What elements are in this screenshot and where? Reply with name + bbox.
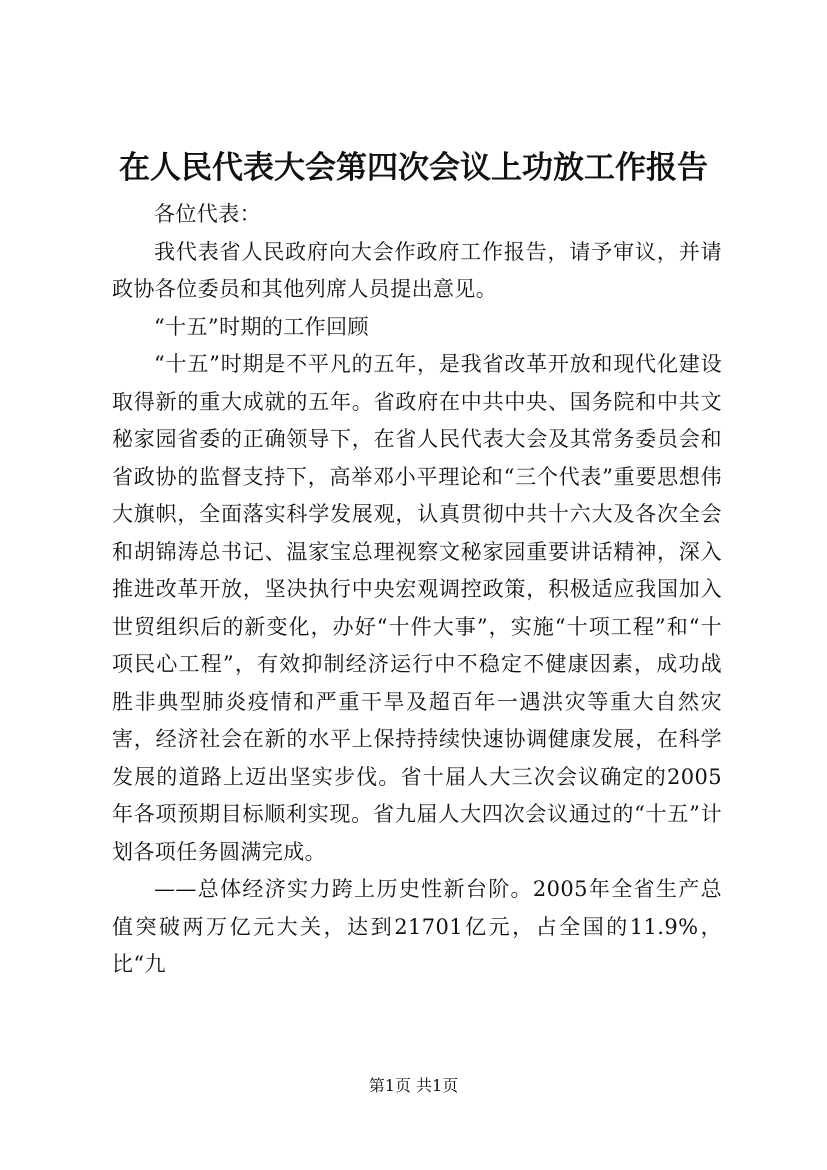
intro-paragraph: 我代表省人民政府向大会作政府工作报告，请予审议，并请政协各位委员和其他列席人员提出意见。: [112, 239, 722, 301]
review-paragraph: “十五”时期是不平凡的五年，是我省改革开放和现代化建设取得新的重大成就的五年。省政府在中共中央、国务院和中共文秘家园省委的正确领导下，在省人民代表大会及其常务委员会和省政协的监督支持下，高举邓小平理论和“三个代表”重要思想伟大旗帜，全面落实科学发展观，认真贯彻中共十六大及各次全会和胡锦涛总书记、温家宝总理视察文秘家园重要讲话精神，深入推进改革开放，坚决执行中央宏观调控政策，积极适应我国加入世贸组织后的新变化，办好“十件大事”，实施“十项工程”和“十项民心工程”，有效抑制经济运行中不稳定不健康因素，成功战胜非典型肺炎疫情和严重干旱及超百年一遇洪灾等重大自然灾害，经济社会在新的水平上保持持续快速协调健康发展，在科学发展的道路上迈出坚实步伐。省十届人大三次会议确定的2005年各项预期目标顺利实现。省九届人大四次会议通过的“十五”计划各项任务圆满完成。: [112, 352, 722, 864]
section-heading: “十五”时期的工作回顾: [154, 314, 369, 339]
economy-paragraph: ——总体经济实力跨上历史性新台阶。2005年全省生产总值突破两万亿元大关，达到21701亿元，占全国的11.9%，比“九: [112, 877, 722, 976]
document-body: [112, 196, 722, 984]
document-title: 在人民代表大会第四次会议上功放工作报告: [119, 150, 708, 186]
salutation-paragraph: 各位代表：: [154, 202, 261, 226]
page-footer: 第1页 共1页: [368, 1076, 459, 1095]
